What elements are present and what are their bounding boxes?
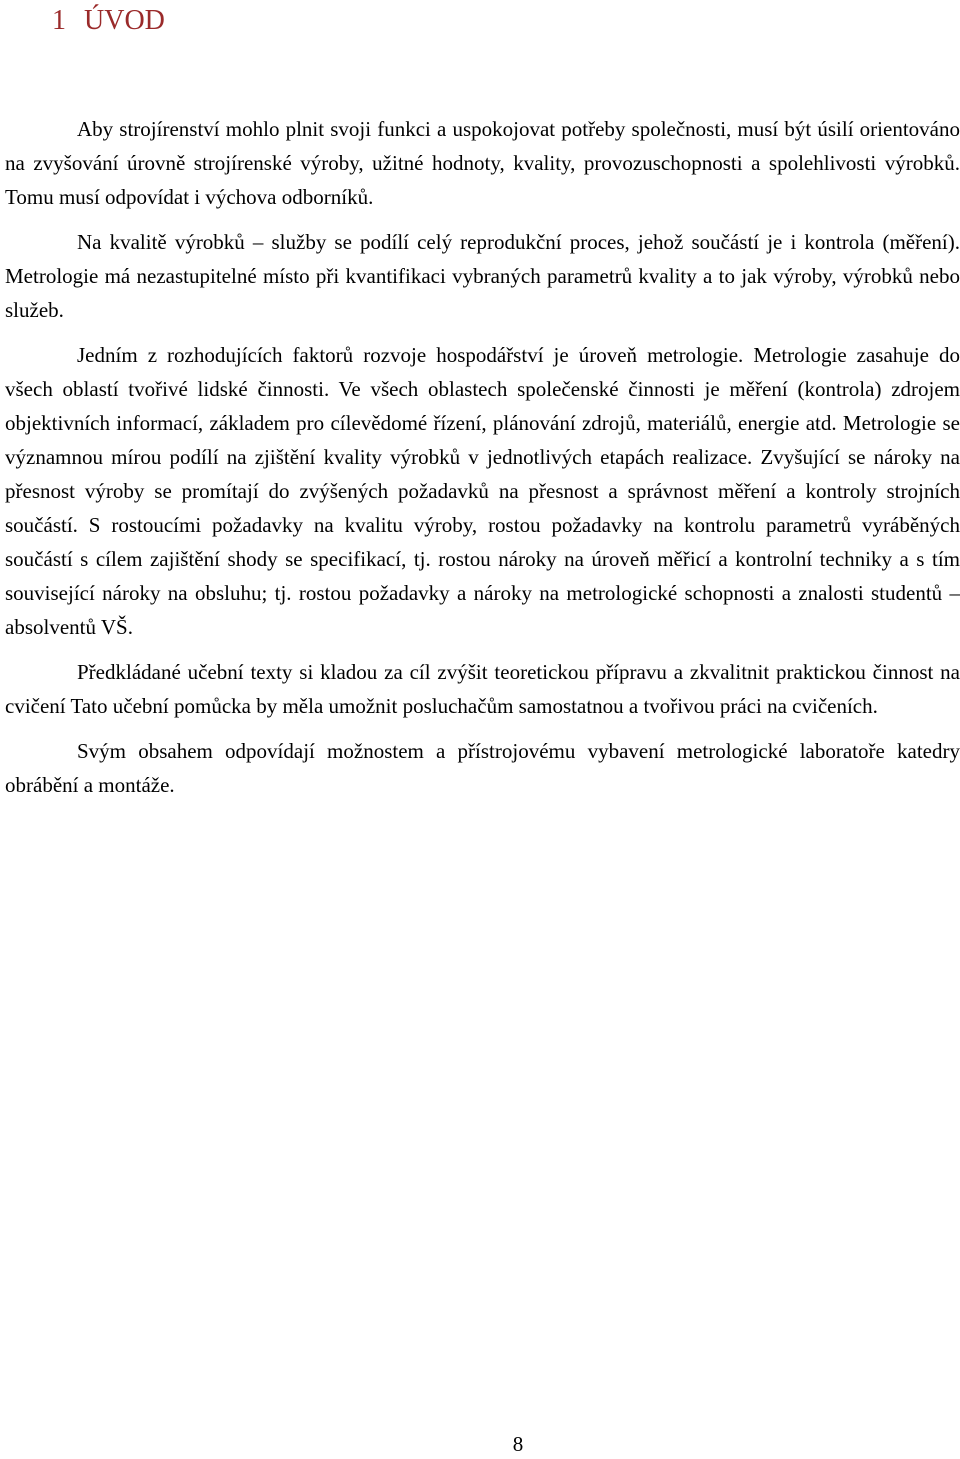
chapter-heading (52, 2, 165, 40)
paragraph-quality: Na kvalitě výrobků – služby se podílí celý reprodukční proces, jehož součástí je i kontrola (měření). Metrologie má nezastupitelné místo při kvantifikaci vybraných parametrů kvality a to jak výroby, výrobků nebo služeb. (5, 230, 960, 322)
paragraph-scope: Svým obsahem odpovídají možnostem a přístrojovému vybavení metrologické laboratoře katedry obrábění a montáže. (5, 739, 960, 797)
body-text (5, 112, 960, 802)
chapter-title: ÚVOD (84, 5, 165, 36)
page-number: 8 (512, 1432, 524, 1456)
paragraph-metrology: Jedním z rozhodujících faktorů rozvoje hospodářství je úroveň metrologie. Metrologie zasahuje do všech oblastí tvořivé lidské činnosti. Ve všech oblastech společenské činnosti je měření (kontrola) zdrojem objektivních informací, základem pro cílevědomé řízení, plánování zdrojů, materiálů, energie atd. Metrologie se významnou mírou podílí na zjištění kvality výrobků v jednotlivých etapách realizace. Zvyšující se nároky na přesnost výroby se promítají do zvýšených požadavků na přesnost a správnost měření a kontroly strojních součástí. S rostoucími požadavky na kvalitu výroby, rostou požadavky na kontrolu parametrů vyráběných součástí s cílem zajištění shody se specifikací, tj. rostou nároky na úroveň měřicí a kontrolní techniky a s tím související nároky na obsluhu; tj. rostou požadavky a nároky na metrologické schopnosti a znalosti studentů – absolventů VŠ. (5, 343, 960, 639)
chapter-number: 1 (52, 5, 66, 36)
paragraph-intro: Aby strojírenství mohlo plnit svoji funkci a uspokojovat potřeby společnosti, musí být úsilí orientováno na zvyšování úrovně strojírenské výroby, užitné hodnoty, kvality, provozuschopnosti a spolehlivosti výrobků. Tomu musí odpovídat i výchova odborníků. (5, 117, 960, 209)
paragraph-purpose: Předkládané učební texty si kladou za cíl zvýšit teoretickou přípravu a zkvalitnit praktickou činnost na cvičení Tato učební pomůcka by měla umožnit posluchačům samostatnou a tvořivou práci na cvičeních. (5, 660, 960, 718)
